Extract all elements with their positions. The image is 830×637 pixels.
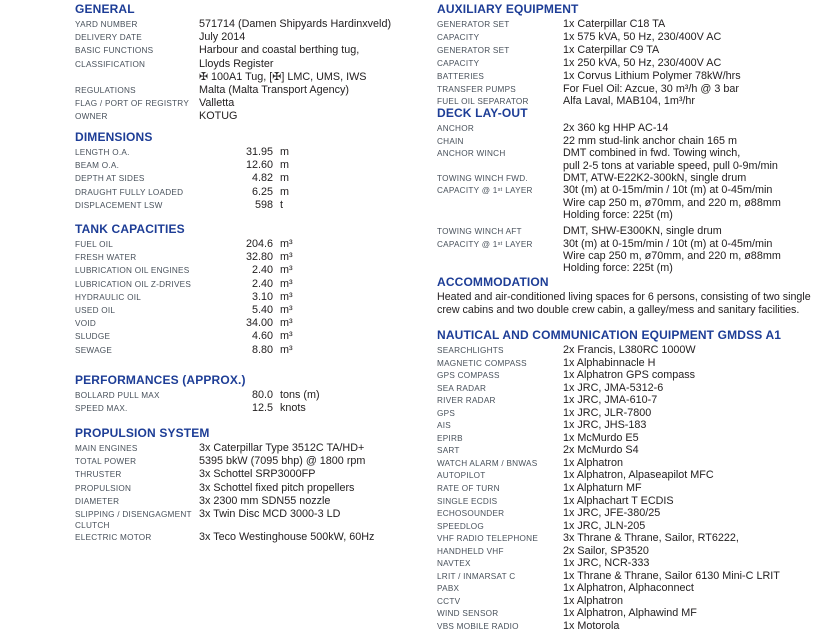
spec-row: [437, 357, 829, 370]
spec-row: [437, 57, 829, 70]
spec-label: RIVER RADAR: [437, 396, 496, 406]
spec-value: For Fuel Oil: Azcue, 30 m³/h @ 3 bar: [563, 82, 739, 95]
spec-value: 1x Corvus Lithium Polymer 78kW/hrs: [563, 69, 741, 82]
spec-row: [75, 71, 436, 84]
spec-number: 31.95: [245, 146, 273, 158]
spec-row: [75, 97, 436, 110]
spec-number: 2.40: [251, 264, 273, 277]
spec-unit: m³: [280, 277, 293, 290]
spec-value: 3x Caterpillar Type 3512C TA/HD+: [199, 442, 365, 454]
spec-label: LRIT / INMARSAT C: [437, 571, 516, 581]
spec-value: Wire cap 250 m, ø70mm, and 220 m, ø88mm: [563, 250, 781, 263]
right-column: [437, 0, 829, 637]
spec-number: 80.0: [251, 389, 273, 401]
spec-unit: m: [280, 185, 289, 198]
spec-value: Wire cap 250 m, ø70mm, and 220 m, ø88mm: [563, 196, 781, 209]
spec-row: [437, 419, 829, 432]
spec-row: [437, 394, 829, 407]
spec-value: 1x Alphatron, Alphawind MF: [563, 607, 697, 620]
spec-label: CAPACITY @ 1ˢᵗ LAYER: [437, 186, 533, 196]
spec-label: SLIPPING / DISENGAGMENT CLUTCH: [75, 510, 192, 530]
spec-value: 1x JRC, JHS-183: [563, 419, 647, 432]
spec-row: [437, 122, 829, 135]
spec-row: [437, 209, 829, 221]
spec-label: SPEED MAX.: [75, 404, 128, 414]
spec-value: 1x Alphabinnacle H: [563, 356, 656, 369]
spec-label: CAPACITY: [437, 32, 480, 42]
spec-row: [437, 184, 829, 197]
spec-label: YARD NUMBER: [75, 20, 138, 29]
spec-row: [437, 31, 829, 44]
spec-row: [75, 317, 436, 330]
spec-row: [437, 344, 829, 357]
spec-row: [75, 264, 436, 277]
spec-row: [75, 442, 436, 455]
spec-row: [437, 432, 829, 445]
spec-value: 3x 2300 mm SDN55 nozzle: [199, 494, 331, 507]
spec-row: [75, 344, 436, 357]
spec-row: [437, 570, 829, 583]
spec-label: NAVTEX: [437, 559, 471, 569]
spec-row: [75, 146, 436, 159]
spec-label: SEARCHLIGHTS: [437, 346, 504, 355]
spec-row: [75, 238, 436, 251]
spec-label: PABX: [437, 584, 460, 594]
spec-value: ✠ 100A1 Tug, [✠] LMC, UMS, IWS: [199, 70, 367, 83]
spec-unit: m³: [280, 343, 293, 356]
spec-unit: m: [280, 172, 289, 185]
spec-label: BEAM O.A.: [75, 161, 120, 171]
spec-value: Lloyds Register: [199, 57, 274, 70]
spec-unit: m³: [280, 251, 293, 264]
spec-value: 3x Schottel fixed pitch propellers: [199, 481, 355, 494]
spec-label: [437, 209, 563, 211]
section-accommodation: [437, 276, 829, 316]
spec-value: 1x JRC, JMA-5312-6: [563, 381, 664, 394]
section-general: [75, 3, 436, 124]
spec-label: CCTV: [437, 596, 461, 606]
spec-value: 5395 bkW (7095 bhp) @ 1800 rpm: [199, 455, 366, 468]
spec-label: WIND SENSOR: [437, 609, 499, 619]
spec-unit: m: [280, 146, 289, 158]
spec-label: DEPTH AT SIDES: [75, 174, 145, 184]
spec-row: [75, 508, 436, 531]
spec-label: GENERATOR SET: [437, 45, 510, 55]
spec-label: FUEL OIL: [75, 240, 114, 249]
spec-unit: m³: [280, 290, 293, 303]
section-title: DECK LAY-OUT: [437, 106, 528, 120]
spec-value: 30t (m) at 0-15m/min / 10t (m) at 0-45m/min: [563, 237, 773, 250]
spec-row: [437, 620, 829, 633]
spec-label: DISPLACEMENT LSW: [75, 200, 163, 210]
spec-value: Alfa Laval, MAB104, 1m³/hr: [563, 95, 696, 108]
section-title: AUXILIARY EQUIPMENT: [437, 2, 579, 16]
spec-number: 4.60: [251, 330, 273, 343]
spec-label: TOWING WINCH AFT: [437, 227, 522, 237]
spec-value: 1x JRC, JLR-7800: [563, 406, 652, 419]
spec-value: 1x Alphatron: [563, 456, 624, 469]
spec-unit: m³: [280, 317, 293, 330]
spec-value: Harbour and coastal berthing tug,: [199, 44, 360, 57]
spec-label: SEWAGE: [75, 345, 113, 355]
spec-label: SLUDGE: [75, 332, 111, 342]
spec-number: 34.00: [245, 317, 273, 330]
spec-label: AUTOPILOT: [437, 471, 486, 481]
spec-row: [437, 197, 829, 209]
spec-row: [437, 135, 829, 148]
spec-value: 2x McMurdo S4: [563, 444, 639, 457]
spec-label: DELIVERY DATE: [75, 33, 142, 43]
left-column: [75, 0, 436, 637]
spec-label: ECHOSOUNDER: [437, 509, 505, 519]
section-propulsion-system: [75, 427, 436, 544]
spec-label: TOWING WINCH FWD.: [437, 173, 528, 183]
spec-label: RATE OF TURN: [437, 484, 500, 494]
spec-value: 1x Caterpillar C9 TA: [563, 43, 660, 56]
spec-row: [437, 595, 829, 608]
spec-number: 204.6: [245, 238, 273, 250]
spec-label: DIAMETER: [75, 496, 120, 506]
spec-row: [75, 31, 436, 44]
spec-number: 2.40: [251, 277, 273, 290]
spec-row: [75, 468, 436, 481]
section-title: ACCOMMODATION: [437, 275, 549, 289]
spec-number: 598: [254, 198, 273, 211]
spec-label: TRANSFER PUMPS: [437, 84, 517, 94]
spec-value: pull 2-5 tons at variable speed, pull 0-9m/min: [563, 159, 778, 172]
spec-row: [437, 70, 829, 83]
spec-row: [437, 407, 829, 420]
spec-row: [437, 172, 829, 185]
spec-label: LUBRICATION OIL Z-DRIVES: [75, 279, 192, 289]
spec-value: 3x Thrane & Thrane, Sailor, RT6222,: [563, 532, 739, 545]
spec-label: TOTAL POWER: [75, 457, 137, 467]
spec-label: BATTERIES: [437, 71, 485, 81]
spec-label: EPIRB: [437, 433, 463, 443]
spec-value: KOTUG: [199, 110, 238, 123]
spec-label: [75, 71, 199, 73]
spec-value: 1x 250 kVA, 50 Hz, 230/400V AC: [563, 56, 722, 69]
spec-value: DMT combined in fwd. Towing winch,: [563, 147, 741, 159]
spec-value: July 2014: [199, 31, 246, 44]
spec-value: 2x Francis, L380RC 1000W: [563, 344, 696, 356]
spec-row: [437, 557, 829, 570]
spec-value: Malta (Malta Transport Agency): [199, 84, 350, 97]
section-deck-lay-out: [437, 107, 829, 275]
spec-label: CLASSIFICATION: [75, 59, 146, 69]
spec-label: GPS COMPASS: [437, 371, 500, 381]
spec-row: [437, 238, 829, 251]
spec-value: 3x Schottel SRP3000FP: [199, 468, 316, 481]
spec-value: 1x Alphachart T ECDIS: [563, 494, 674, 507]
section-dimensions: [75, 131, 436, 212]
spec-label: LUBRICATION OIL ENGINES: [75, 266, 190, 276]
spec-label: FRESH WATER: [75, 253, 137, 263]
spec-label: REGULATIONS: [75, 86, 136, 96]
section-nautical-communication: [437, 329, 829, 633]
spec-label: PROPULSION: [75, 483, 132, 493]
spec-row: [75, 330, 436, 343]
spec-row: [75, 18, 436, 31]
spec-row: [437, 607, 829, 620]
spec-row: [75, 172, 436, 185]
spec-value: 1x McMurdo E5: [563, 431, 639, 444]
spec-row: [75, 482, 436, 495]
spec-value: Holding force: 225t (m): [563, 208, 673, 221]
spec-row: [437, 262, 829, 274]
spec-row: [437, 225, 829, 238]
spec-label: SPEEDLOG: [437, 521, 485, 531]
spec-label: [437, 160, 563, 162]
spec-label: FLAG / PORT OF REGISTRY: [75, 99, 190, 109]
spec-unit: m³: [280, 264, 293, 277]
spec-label: BASIC FUNCTIONS: [75, 46, 154, 56]
spec-row: [437, 382, 829, 395]
spec-row: [75, 159, 436, 172]
spec-row: [75, 44, 436, 57]
spec-value: 1x Caterpillar C18 TA: [563, 18, 666, 30]
spec-value: 1x Alphatron: [563, 594, 624, 607]
spec-row: [437, 495, 829, 508]
spec-row: [437, 44, 829, 57]
spec-row: [437, 469, 829, 482]
spec-row: [75, 84, 436, 97]
section-title: TANK CAPACITIES: [75, 222, 185, 236]
spec-label: ELECTRIC MOTOR: [75, 533, 152, 543]
spec-row: [437, 582, 829, 595]
spec-label: LENGTH O.A.: [75, 148, 130, 157]
spec-unit: m³: [280, 304, 293, 317]
spec-number: 5.40: [251, 304, 273, 317]
spec-row: [75, 304, 436, 317]
spec-label: USED OIL: [75, 306, 116, 316]
spec-row: [437, 18, 829, 31]
spec-row: [75, 110, 436, 123]
spec-label: GENERATOR SET: [437, 20, 510, 29]
spec-label: THRUSTER: [75, 470, 122, 480]
spec-value: 1x JRC, JLN-205: [563, 519, 646, 532]
spec-value: 2x Sailor, SP3520: [563, 544, 649, 557]
spec-row: [437, 482, 829, 495]
section-title: DIMENSIONS: [75, 130, 153, 144]
spec-row: [437, 545, 829, 558]
spec-value: 1x Alphatron GPS compass: [563, 369, 696, 382]
spec-label: CHAIN: [437, 136, 464, 146]
spec-number: 4.82: [251, 172, 273, 185]
spec-label: CAPACITY @ 1ˢᵗ LAYER: [437, 239, 533, 249]
spec-row: [75, 531, 436, 544]
spec-label: VHF RADIO TELEPHONE: [437, 534, 539, 544]
spec-label: HYDRAULIC OIL: [75, 292, 142, 302]
spec-row: [75, 389, 436, 402]
spec-value: 571714 (Damen Shipyards Hardinxveld): [199, 18, 392, 30]
spec-value: 1x Alphatron, Alphaconnect: [563, 582, 694, 595]
spec-unit: m: [280, 159, 289, 172]
spec-number: 6.25: [251, 185, 273, 198]
spec-number: 3.10: [251, 290, 273, 303]
spec-row: [75, 58, 436, 71]
section-tank-capacities: [75, 223, 436, 357]
spec-value: DMT, SHW-E300KN, single drum: [563, 225, 722, 238]
spec-label: GPS: [437, 408, 456, 418]
spec-row: [437, 444, 829, 457]
spec-label: SINGLE ECDIS: [437, 496, 498, 506]
spec-label: AIS: [437, 421, 451, 431]
spec-value: 3x Twin Disc MCD 3000-3 LD: [199, 508, 341, 521]
spec-row: [75, 186, 436, 199]
spec-row: [75, 402, 436, 415]
spec-label: CAPACITY: [437, 58, 480, 68]
section-auxiliary-equipment: [437, 3, 829, 108]
spec-row: [437, 507, 829, 520]
spec-row: [75, 251, 436, 264]
section-title: NAUTICAL AND COMMUNICATION EQUIPMENT GMDSS A1: [437, 328, 782, 342]
spec-label: MAIN ENGINES: [75, 444, 138, 453]
spec-value: 1x Alphaturn MF: [563, 482, 642, 495]
spec-value: Holding force: 225t (m): [563, 262, 673, 275]
spec-value: 1x JRC, JMA-610-7: [563, 394, 658, 407]
spec-row: [437, 457, 829, 470]
spec-label: VOID: [75, 319, 97, 329]
spec-label: [437, 250, 563, 252]
spec-unit: tons (m): [280, 389, 320, 401]
spec-value: 1x Alphatron, Alpaseapilot MFC: [563, 469, 714, 482]
spec-label: [437, 197, 563, 199]
spec-number: 32.80: [245, 251, 273, 264]
spec-label: ANCHOR WINCH: [437, 149, 506, 158]
spec-label: VBS MOBILE RADIO: [437, 622, 519, 632]
spec-unit: m³: [280, 238, 293, 250]
spec-label: MAGNETIC COMPASS: [437, 358, 527, 368]
section-title: PERFORMANCES (APPROX.): [75, 373, 246, 387]
spec-row: [75, 278, 436, 291]
spec-number: 8.80: [251, 343, 273, 356]
spec-value: 3x Teco Westinghouse 500kW, 60Hz: [199, 531, 375, 544]
spec-value: 22 mm stud-link anchor chain 165 m: [563, 134, 738, 147]
spec-label: SEA RADAR: [437, 383, 487, 393]
spec-row: [75, 495, 436, 508]
spec-value: Valletta: [199, 97, 235, 110]
spec-value: 1x JRC, JFE-380/25: [563, 507, 661, 520]
spec-row: [75, 199, 436, 212]
spec-row: [437, 532, 829, 545]
spec-row: [437, 83, 829, 96]
spec-label: HANDHELD VHF: [437, 546, 504, 556]
spec-value: 30t (m) at 0-15m/min / 10t (m) at 0-45m/min: [563, 184, 773, 197]
spec-unit: knots: [280, 402, 306, 415]
spec-row: [75, 291, 436, 304]
spec-value: 1x 575 kVA, 50 Hz, 230/400V AC: [563, 30, 722, 43]
section-title: GENERAL: [75, 2, 135, 16]
spec-value: 2x 360 kg HHP AC-14: [563, 122, 669, 134]
spec-unit: m³: [280, 330, 293, 343]
spec-row: [75, 455, 436, 468]
spec-label: DRAUGHT FULLY LOADED: [75, 187, 184, 197]
section-title: PROPULSION SYSTEM: [75, 426, 210, 440]
spec-label: ANCHOR: [437, 124, 474, 133]
spec-label: BOLLARD PULL MAX: [75, 391, 160, 400]
spec-label: OWNER: [75, 112, 108, 122]
spec-value: DMT, ATW-E22K2-300kN, single drum: [563, 171, 747, 184]
spec-label: SART: [437, 446, 460, 456]
spec-label: FUEL OIL SEPARATOR: [437, 97, 529, 107]
spec-row: [437, 250, 829, 262]
spec-unit: t: [280, 198, 283, 211]
spec-row: [437, 160, 829, 172]
spec-row: [437, 147, 829, 160]
spec-number: 12.60: [245, 159, 273, 172]
spec-value: 1x Motorola: [563, 620, 620, 633]
spec-row: [437, 520, 829, 533]
spec-value: 1x JRC, NCR-333: [563, 557, 650, 570]
section-performances: [75, 374, 436, 415]
spec-label: [437, 262, 563, 264]
section-paragraph: Heated and air-conditioned living spaces for 6 persons, consisting of two single crew cabins and two double crew cabin, a galley/mess and sanitary facilities.: [437, 291, 811, 316]
spec-value: 1x Thrane & Thrane, Sailor 6130 Mini-C LRIT: [563, 569, 780, 582]
spec-number: 12.5: [251, 402, 273, 415]
spec-row: [437, 369, 829, 382]
spec-label: WATCH ALARM / BNWAS: [437, 458, 538, 468]
